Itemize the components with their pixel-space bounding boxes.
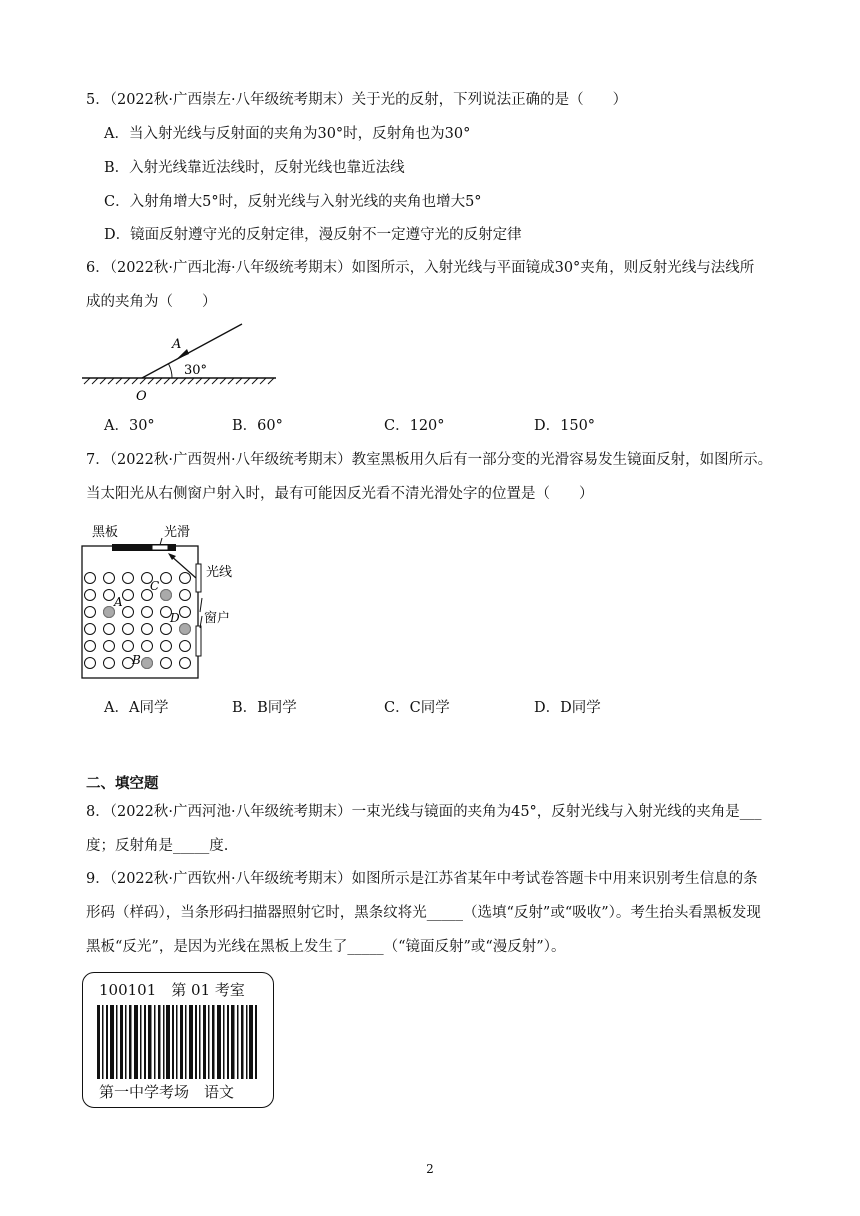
label-angle-30: 30° — [184, 363, 208, 378]
label-student-b: B — [132, 653, 141, 667]
student-c — [161, 590, 172, 601]
q7-classroom-figure — [78, 516, 268, 686]
q5-option-b: B．入射光线靠近法线时，反射光线也靠近法线 — [104, 160, 405, 176]
barcode-top-text: 100101 第 01 考室 — [99, 981, 245, 999]
q9-line2: 形码（样码），当条形码扫描器照射它时，黑条纹将光_____（选填“反射”或“吸收”）。考生抬头看黑板发现 — [86, 905, 761, 921]
q8-line2: 度；反射角是_____度. — [86, 838, 229, 854]
label-a: A — [172, 337, 182, 352]
q6-stem-line1: 6．（2022秋·广西北海·八年级统考期末）如图所示，入射光线与平面镜成30°夹角，则反射光线与法线所 — [86, 260, 755, 276]
q6-mirror-figure — [80, 318, 290, 410]
q6-option-b: B．60° — [232, 418, 283, 434]
q7-stem-line1: 7．（2022秋·广西贺州·八年级统考期末）教室黑板用久后有一部分变的光滑容易发生镜面反射，如图所示。 — [86, 452, 773, 468]
label-o: O — [136, 389, 147, 404]
q6-option-a: A．30° — [104, 418, 155, 434]
q5-stem: 5．（2022秋·广西崇左·八年级统考期末）关于光的反射，下列说法正确的是（ ） — [86, 92, 628, 108]
q7-stem-line2: 当太阳光从右侧窗户射入时，最有可能因反光看不清光滑处字的位置是（ ） — [86, 486, 594, 502]
label-smooth: 光滑 — [164, 525, 191, 540]
q8-line1: 8．（2022秋·广西河池·八年级统考期末）一束光线与镜面的夹角为45°，反射光线与入射光线的夹角是___ — [86, 804, 762, 820]
q5-option-c: C．入射角增大5°时，反射光线与入射光线的夹角也增大5° — [104, 194, 482, 210]
barcode-bottom-text: 第一中学考场 语文 — [99, 1083, 235, 1101]
q6-option-d: D．150° — [534, 418, 596, 434]
q9-line3: 黑板“反光”，是因为光线在黑板上发生了_____（“镜面反射”或“漫反射”）。 — [86, 939, 566, 955]
q9-line1: 9．（2022秋·广西钦州·八年级统考期末）如图所示是江苏省某年中考试卷答题卡中用来识别考生信息的条 — [86, 871, 758, 887]
label-student-d: D — [170, 611, 180, 625]
student-d — [180, 624, 191, 635]
label-student-a: A — [114, 595, 123, 609]
q7-option-b: B．B同学 — [232, 700, 297, 716]
q5-option-d: D．镜面反射遵守光的反射定律，漫反射不一定遵守光的反射定律 — [104, 227, 522, 243]
window-lower — [196, 626, 201, 656]
q7-option-d: D．D同学 — [534, 700, 601, 716]
q7-option-c: C．C同学 — [384, 700, 450, 716]
label-blackboard: 黑板 — [92, 525, 119, 540]
q5-option-a: A．当入射光线与反射面的夹角为30°时，反射角也为30° — [104, 126, 471, 142]
label-student-c: C — [150, 579, 160, 593]
student-b — [142, 658, 153, 669]
q6-stem-line2: 成的夹角为（ ） — [86, 294, 217, 310]
q6-option-c: C．120° — [384, 418, 445, 434]
section-fill-in-title: 二、填空题 — [86, 776, 159, 792]
label-light: 光线 — [206, 565, 233, 580]
window-upper — [196, 564, 201, 592]
student-a — [104, 607, 115, 618]
label-window: 窗户 — [204, 611, 231, 626]
barcode-bars — [97, 1005, 259, 1079]
page-number: 2 — [426, 1162, 434, 1176]
q7-option-a: A．A同学 — [104, 700, 169, 716]
barcode-card — [82, 972, 274, 1108]
smooth-area — [152, 545, 168, 550]
